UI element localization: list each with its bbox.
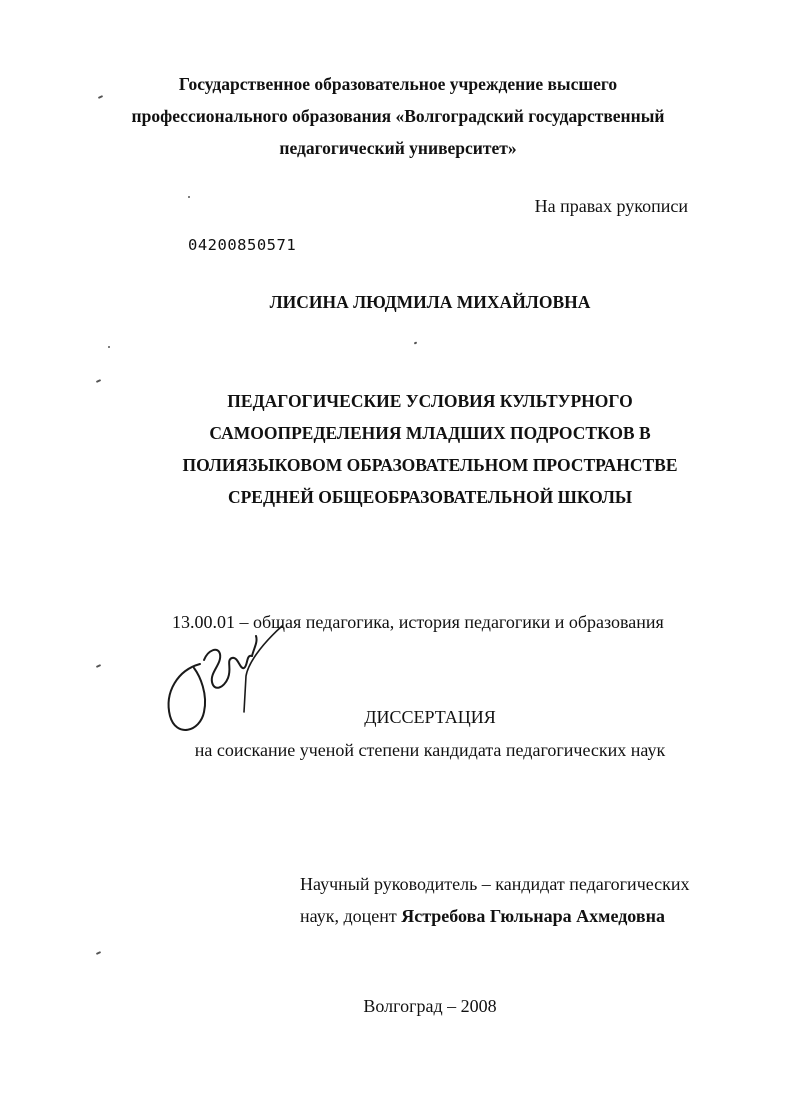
specialty-code: 13.00.01 – общая педагогика, история педагогики и образования <box>172 612 664 632</box>
city-and-year: Волгоград – 2008 <box>363 996 497 1016</box>
dissertation-title <box>0 385 796 513</box>
scan-speck <box>96 664 101 668</box>
supervisor-line: Научный руководитель – кандидат педагогических <box>300 874 690 894</box>
supervisor-line <box>300 900 690 932</box>
document-type: ДИССЕРТАЦИЯ <box>364 707 496 727</box>
title-line: ПЕДАГОГИЧЕСКИЕ УСЛОВИЯ КУЛЬТУРНОГО <box>227 391 633 411</box>
scan-speck <box>188 196 191 199</box>
catalog-number: 04200850571 <box>188 236 297 254</box>
scan-speck <box>108 346 111 349</box>
scan-speck <box>96 951 101 955</box>
institution-line: Государственное образовательное учреждение высшего <box>178 74 618 94</box>
title-line: САМООПРЕДЕЛЕНИЯ МЛАДШИХ ПОДРОСТКОВ В <box>209 423 651 443</box>
manuscript-rights-note: На правах рукописи <box>534 196 688 216</box>
institution-name <box>0 68 796 164</box>
supervisor-title: наук, доцент <box>300 906 402 926</box>
author-name: ЛИСИНА ЛЮДМИЛА МИХАЙЛОВНА <box>269 292 591 312</box>
title-line: СРЕДНЕЙ ОБЩЕОБРАЗОВАТЕЛЬНОЙ ШКОЛЫ <box>227 487 633 507</box>
supervisor-name: Ястребова Гюльнара Ахмедовна <box>401 906 665 926</box>
degree-statement: на соискание ученой степени кандидата педагогических наук <box>194 740 666 760</box>
title-line: ПОЛИЯЗЫКОВОМ ОБРАЗОВАТЕЛЬНОМ ПРОСТРАНСТВЕ <box>182 455 678 475</box>
scientific-supervisor <box>300 868 690 932</box>
scan-speck <box>414 341 418 344</box>
institution-line: педагогический университет» <box>279 138 517 158</box>
scan-speck <box>96 379 101 383</box>
institution-line: профессионального образования «Волгоградский государственный <box>131 106 665 126</box>
